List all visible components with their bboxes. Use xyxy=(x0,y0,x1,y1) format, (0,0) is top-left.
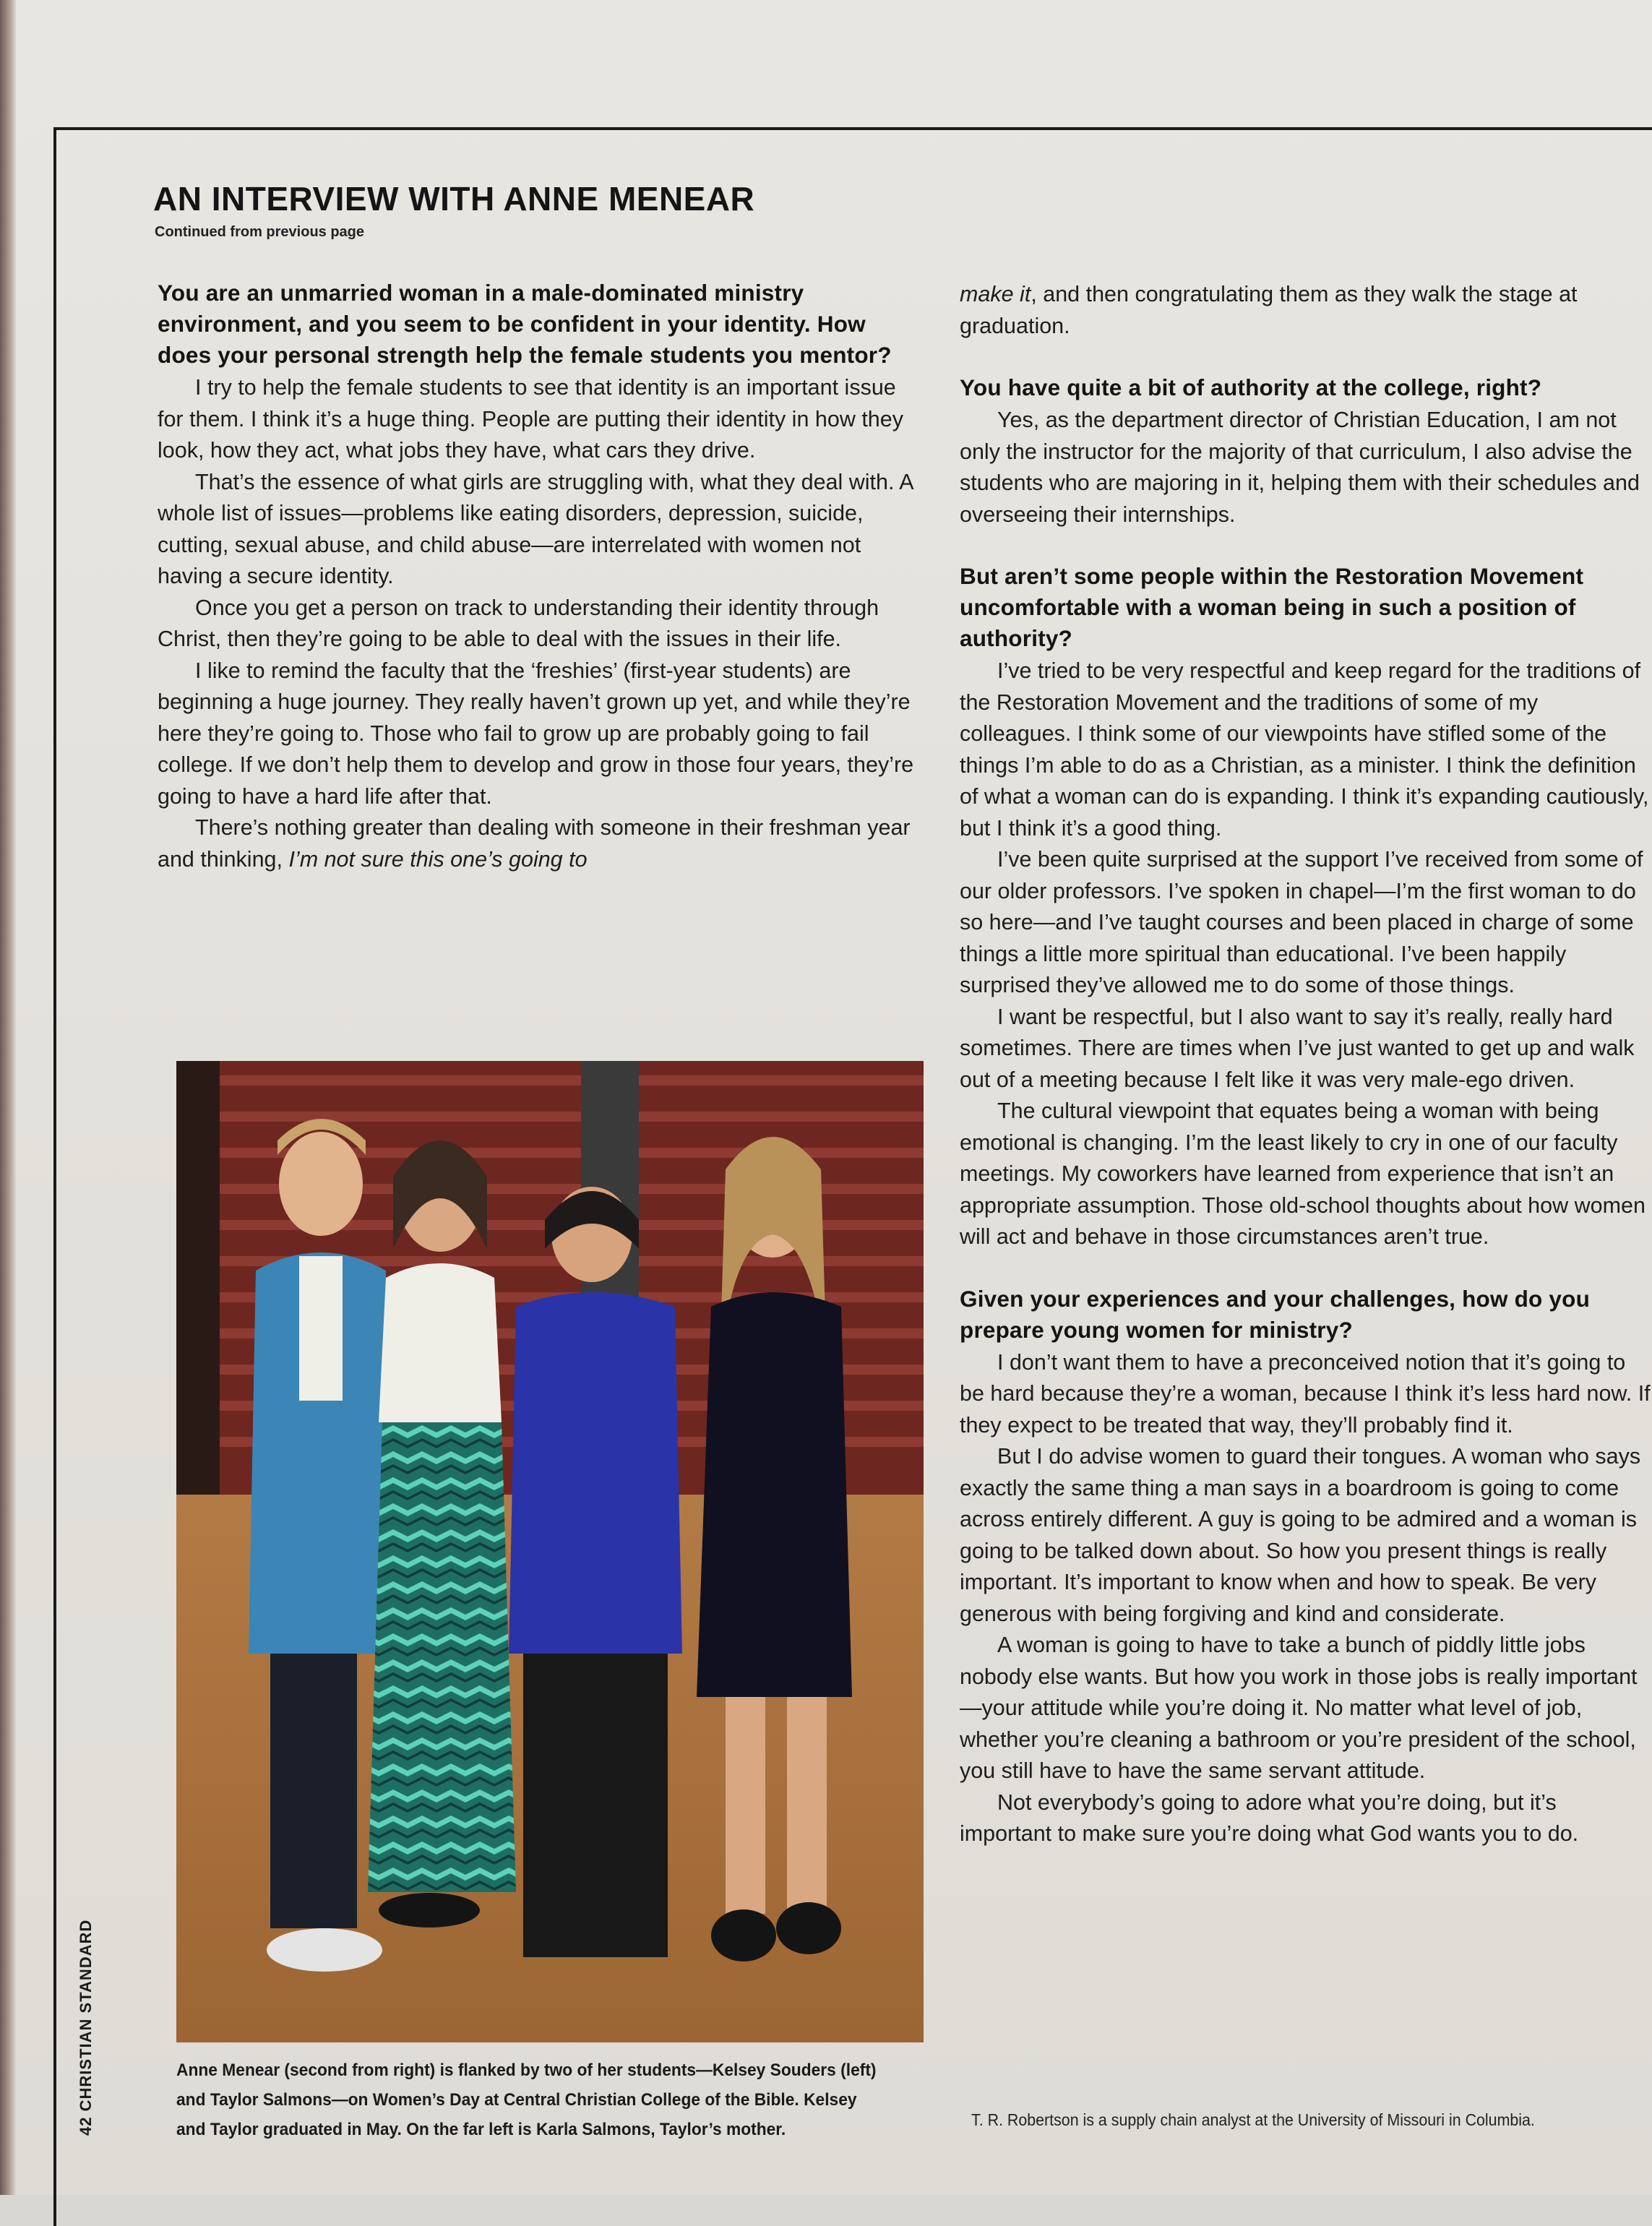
question-prepare-women: Given your experiences and your challenges, how do you prepare young women for ministry? xyxy=(960,1285,1591,1343)
answer-paragraph: The cultural viewpoint that equates being a woman with being emotional is changing. I’m the least likely to cry in one of our faculty meetings. My coworkers have learned from experience that isn’t an appropriate assumption. Those old-school thoughts about how women will act and behave in those circumstances aren’t true. xyxy=(960,1099,1645,1249)
answer-italic-text: make it xyxy=(960,282,1031,306)
answer-paragraph: That’s the essence of what girls are struggling with, what they deal with. A whole list of issues—problems like eating disorders, depression, suicide, cutting, sexual abuse, and child abuse—are interrelated with women not having a secure identity. xyxy=(158,469,913,588)
page-edge-shadow xyxy=(0,0,16,2195)
answer-paragraph xyxy=(158,812,916,875)
answer-paragraph: I don’t want them to have a preconceived notion that it’s going to be hard because they’re a woman, because I think it’s less hard now. If they expect to be treated that way, they’ll probably find it. xyxy=(960,1349,1651,1438)
photo-caption: Anne Menear (second from right) is flanked by two of her students—Kelsey Souders (left) and Taylor Salmons—on Women’s Day at Central Christian College of the Bible. Kelsey and Taylor graduated in May. On the far left is Karla Salmons, Taylor’s mother. xyxy=(176,2060,877,2139)
question-identity: You are an unmarried woman in a male-dominated ministry environment, and you seem to be confident in your identity. How does your personal strength help the female students you mentor? xyxy=(158,280,892,368)
continued-note: Continued from previous page xyxy=(155,224,365,240)
author-byline: T. R. Robertson is a supply chain analyst at the University of Missouri in Columbia. xyxy=(971,2110,1535,2129)
answer-paragraph: Not everybody’s going to adore what you’re doing, but it’s important to make sure you’re doing what God wants you to do. xyxy=(960,1789,1579,1846)
answer-paragraph: A woman is going to have to take a bunch of piddly little jobs nobody else wants. But how you work in those jobs is really important—your attitude while you’re doing it. No matter what level of job, whether you’re cleaning a bathroom or you’re president of the school, you still have to have the same servant attitude. xyxy=(960,1633,1638,1783)
answer-paragraph xyxy=(960,279,1652,342)
answer-paragraph: I’ve tried to be very respectful and keep regard for the traditions of the Restoration Movement and the traditions of some of my colleagues. I think some of our viewpoints have stifled some of the things I’m able to do as a Christian, as a minister. I think the definition of what a woman can do is expanding. I think it’s expanding cautiously, but I think it’s a good thing. xyxy=(960,658,1649,841)
answer-text: , and then congratulating them as they walk the stage at graduation. xyxy=(960,282,1578,338)
answer-paragraph: Yes, as the department director of Christian Education, I am not only the instructor for the majority of that curriculum, I also advise the students who are majoring in it, helping them with their schedules and overseeing their internships. xyxy=(960,408,1640,527)
answer-paragraph: I want be respectful, but I also want to say it’s really, really hard sometimes. There are times when I’ve just wanted to get up and walk out of a meeting because I felt like it was very male-ego driven. xyxy=(960,1004,1635,1092)
left-wall xyxy=(176,1061,220,1495)
answer-paragraph: I try to help the female students to see that identity is an important issue for them. I think it’s a huge thing. People are putting their identity in how they look, how they act, what jobs they have, what cars they drive. xyxy=(158,375,903,463)
question-authority: You have quite a bit of authority at the college, right? xyxy=(960,374,1542,400)
answer-text: There’s nothing greater than dealing with someone in their freshman year and thinking, xyxy=(158,815,911,872)
answer-paragraph: I like to remind the faculty that the ‘freshies’ (first-year students) are beginning a huge journey. They really haven’t grown up yet, and while they’re here they’re going to. Those who fail to grow up are probably going to fail college. If we don’t help them to develop and grow in those four years, they’re going to have a hard life after that. xyxy=(158,658,914,809)
left-column xyxy=(158,278,916,875)
answer-italic-text: I’m not sure this one’s going to xyxy=(288,846,588,872)
page-folio: 42 CHRISTIAN STANDARD xyxy=(77,1919,95,2136)
group-photo xyxy=(176,1061,924,2042)
answer-paragraph: Once you get a person on track to understanding their identity through Christ, then they’re going to be able to deal with the issues in their life. xyxy=(158,595,879,651)
question-restoration-movement: But aren’t some people within the Restoration Movement uncomfortable with a woman being in such a position of authority? xyxy=(960,563,1584,651)
article-title: AN INTERVIEW WITH ANNE MENEAR xyxy=(153,180,755,218)
answer-paragraph: I’ve been quite surprised at the support I’ve received from some of our older professors. I’ve spoken in chapel—I’m the first woman to do so here—and I’ve taught courses and been placed in charge of some things a little more spiritual than educational. I’ve been happily surprised they’ve allowed me to do some of those things. xyxy=(960,847,1643,997)
person-anne xyxy=(509,1187,682,1957)
answer-paragraph: But I do advise women to guard their tongues. A woman who says exactly the same thing a man says in a boardroom is going to come across entirely different. A guy is going to be admired and a woman is going to be talked down about. So how you present things is really important. It’s important to know when and how to speak. Be very generous with being forgiving and kind and considerate. xyxy=(960,1444,1641,1626)
right-column xyxy=(960,279,1652,1850)
